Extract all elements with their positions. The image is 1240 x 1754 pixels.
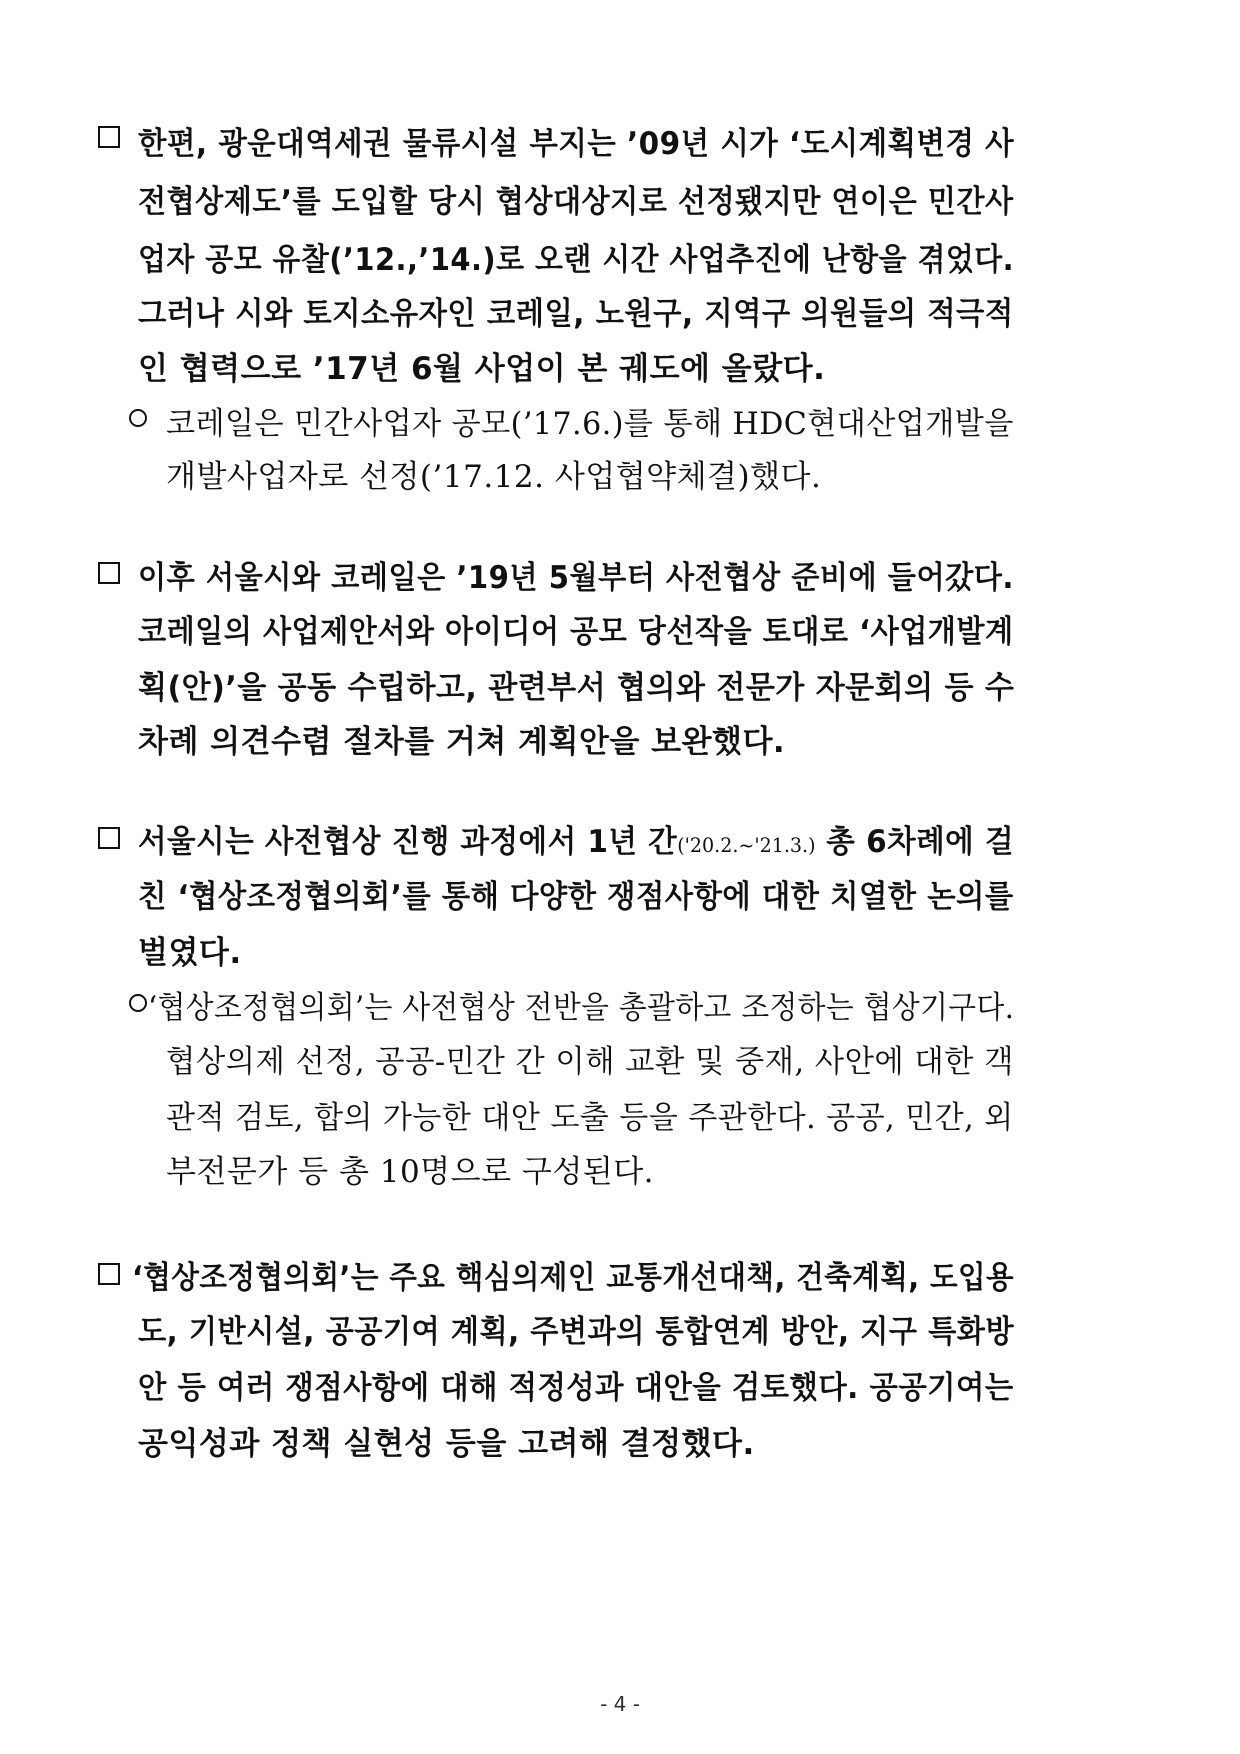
circle-bullet-icon	[129, 994, 147, 1012]
text-line: 전협상제도’를 도입할 당시 협상대상지로 선정됐지만 연이은 민간사	[138, 184, 1014, 220]
text-line: 한편, 광운대역세권 물류시설 부지는 ’09년 시가 ‘도시계획변경 사	[138, 126, 1015, 162]
text-line: 업자 공모 유찰(’12.,’14.)로 오랜 시간 사업추진에 난항을 겪었다.	[138, 242, 1015, 278]
text-line: 안 등 여러 쟁점사항에 대해 적정성과 대안을 검토했다. 공공기여는	[138, 1370, 1014, 1406]
text-line: 그러나 시와 토지소유자인 코레일, 노원구, 지역구 의원들의 적극적	[138, 296, 1014, 332]
text-fragment: 총 6차례에 걸	[815, 824, 1014, 860]
text-line	[138, 816, 1014, 861]
text-line: 벌였다.	[138, 935, 242, 971]
text-line: 차례 의견수렴 절차를 거쳐 계획안을 보완했다.	[138, 724, 786, 760]
text-line: 부전문가 등 총 10명으로 구성된다.	[166, 1154, 655, 1190]
square-bullet-icon	[98, 126, 120, 148]
date-range: ('20.2.~'21.3.)	[677, 833, 816, 857]
text-line: 친 ‘협상조정협의회’를 통해 다양한 쟁점사항에 대한 치열한 논의를	[138, 879, 1014, 915]
text-line: 획(안)’을 공동 수립하고, 관련부서 협의와 전문가 자문회의 등 수	[138, 670, 1015, 706]
text-line: 이후 서울시와 코레일은 ’19년 5월부터 사전협상 준비에 들어갔다.	[138, 560, 1014, 596]
text-line: 인 협력으로 ’17년 6월 사업이 본 궤도에 올랐다.	[138, 351, 826, 387]
circle-bullet-icon	[129, 409, 147, 427]
text-line: ‘협상조정협의회’는 사전협상 전반을 총괄하고 조정하는 협상기구다.	[148, 990, 1015, 1026]
square-bullet-icon	[98, 1263, 120, 1285]
text-line: 관적 검토, 합의 가능한 대안 도출 등을 주관한다. 공공, 민간, 외	[166, 1100, 1014, 1136]
text-fragment: 서울시는 사전협상 진행 과정에서 1년 간	[138, 824, 678, 860]
text-line: 협상의제 선정, 공공-민간 간 이해 교환 및 중재, 사안에 대한 객	[166, 1044, 1014, 1080]
text-line: 코레일의 사업제안서와 아이디어 공모 당선작을 토대로 ‘사업개발계	[138, 614, 1014, 650]
text-line: 도, 기반시설, 공공기여 계획, 주변과의 통합연계 방안, 지구 특화방	[138, 1314, 1015, 1350]
text-line: 공익성과 정책 실현성 등을 고려해 결정했다.	[138, 1426, 755, 1462]
text-line: 개발사업자로 선정(’17.12. 사업협약체결)했다.	[166, 459, 822, 495]
square-bullet-icon	[98, 562, 120, 584]
text-line: ‘협상조정협의회’는 주요 핵심의제인 교통개선대책, 건축계획, 도입용	[132, 1260, 1015, 1296]
square-bullet-icon	[98, 827, 120, 849]
text-line: 코레일은 민간사업자 공모(’17.6.)를 통해 HDC현대산업개발을	[166, 406, 1014, 442]
page-number: - 4 -	[600, 1692, 640, 1716]
